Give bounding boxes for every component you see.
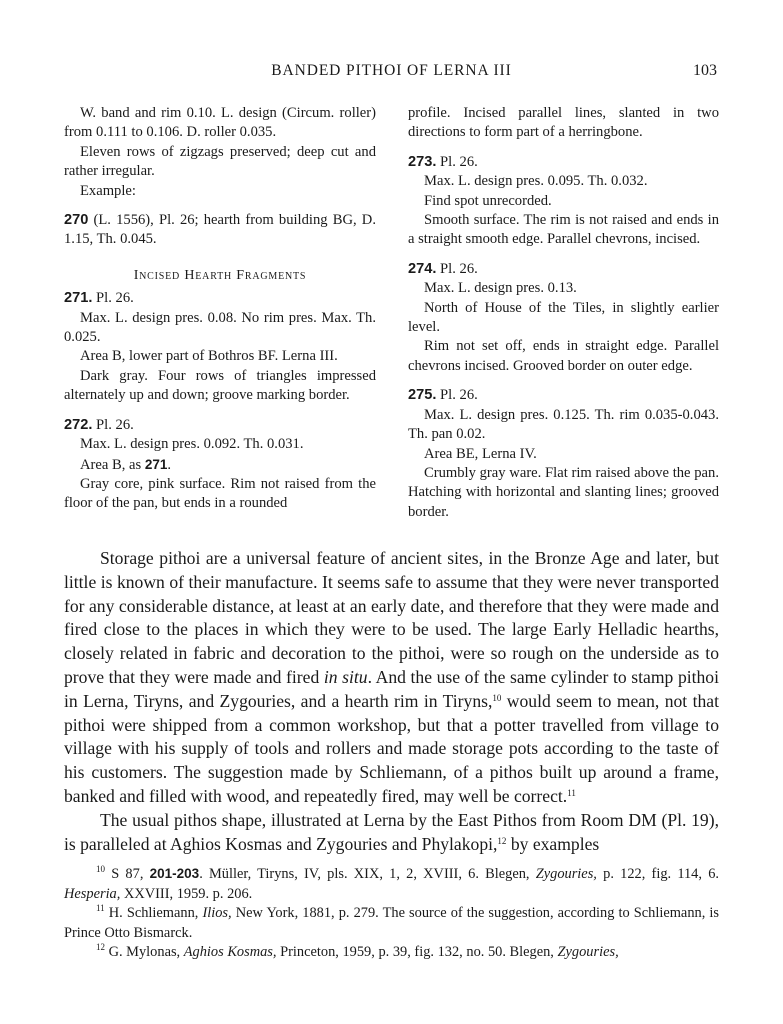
entry-plate: Pl. 26. [436,153,478,170]
body-text-run: Storage pithoi are a universal feature of ancient sites, in the Bronze Age and later, but little is known of their manufacture. It seems safe to assume that they were never transported for any considerable distance, at least at an early date, and therefore that they were made and fired close to the places in which they were to be used. The large Early Helladic hearths, closely related in fabric and decoration to the pithoi, were so rough on the underside as to prove that they were made and fired [64,548,719,687]
entry-line-text: . [167,456,172,473]
footnotes [64,864,719,963]
entry-line: Max. L. design pres. 0.092. Th. 0.031. [80,436,304,453]
catalog-entry-272-heading [64,416,376,435]
body-text-run: . And the use of the same cylinder to stamp pithoi in Lerna, Tiryns, and Zygouries, and a hearth rim in Tiryns, [64,666,719,711]
catalog-entry-275-heading [408,386,719,405]
footnote-text: . Müller, Tiryns, IV, pls. XIX, 1, 2, XVIII, 6. Blegen, [199,866,536,882]
entry-line: Crumbly gray ware. Flat rim raised above the pan. Hatching with horizontal and slanting lines; grooved border. [408,464,719,520]
entry-line: North of House of the Tiles, in slightly earlier level. [408,299,719,336]
footnote-ref-12[interactable]: 12 [497,835,507,846]
body-paragraph [64,547,719,809]
catalog-entry-270 [64,211,376,250]
entry-number: 271. [64,290,93,307]
left-column [64,104,376,514]
section-subheading: Incised Hearth Fragments [133,267,307,283]
body-paragraph [64,809,719,857]
italic-phrase: in situ [323,666,368,687]
entry-line: Area BE, Lerna IV. [424,445,537,462]
entry-line: Max. L. design pres. 0.13. [424,280,577,297]
footnote-text: H. Schliemann, [104,905,203,922]
footnote-text: New York, 1881, p. 279. The source of the suggestion, according to Schliemann, is Prince Otto Bismarck. [64,905,719,941]
footnote-text: S 87, [105,866,150,882]
footnote-mark: 11 [96,903,105,914]
footnote-12 [64,943,719,963]
footnote-italic-title: Zygouries, [535,866,597,882]
entry-number: 272. [64,416,93,433]
entry-number: 274. [408,260,437,277]
footnote-ref-10[interactable]: 10 [492,692,502,703]
footnote-text: Princeton, 1959, p. 39, fig. 132, no. 50. Blegen, [276,944,558,961]
entry-line: Max. L. design pres. 0.095. Th. 0.032. [424,173,648,190]
footnote-text: XXVIII, 1959. p. 206. [120,885,253,902]
footnote-11 [64,904,719,943]
catalog-entry-274-heading [408,260,719,279]
entry-plate: Pl. 26. [92,290,134,307]
entry-plate: Pl. 26. [436,387,478,404]
entry-number: 270 [64,212,89,229]
running-header [0,62,783,84]
footnote-italic-title: Zygouries, [557,944,619,961]
entry-number: 275. [408,387,437,404]
entry-cross-reference: 271 [144,456,168,472]
footnote-text: G. Mylonas, [105,944,184,961]
entry-line-text: Area B, as [80,456,145,473]
body-text-run: by examples [506,833,600,854]
footnote-mark: 10 [96,864,105,874]
page-number: 103 [693,62,717,79]
running-title: BANDED PITHOI OF LERNA III [271,62,512,79]
entry-line: Dark gray. Four rows of triangles impressed alternately up and down; groove marking border. [64,367,376,404]
footnote-italic-title: Aghios Kosmas, [183,944,277,961]
catalog-entry-273-heading [408,153,719,172]
entry-line: Area B, lower part of Bothros BF. Lerna III. [80,348,338,365]
entry-line: Max. L. design pres. 0.125. Th. rim 0.035-0.043. Th. pan 0.02. [408,406,719,443]
entry-number: 273. [408,153,437,170]
entry-plate: Pl. 26. [92,416,134,433]
footnote-ref-11[interactable]: 11 [567,787,576,798]
catalog-continuation-text: Eleven rows of zigzags preserved; deep cut and rather irregular. [64,143,376,180]
catalog-continuation-text: profile. Incised parallel lines, slanted in two directions to form part of a herringbone. [408,105,719,141]
entry-line: Max. L. design pres. 0.08. No rim pres. Max. Th. 0.025. [64,309,376,346]
right-column [408,104,719,522]
entry-plate: Pl. 26. [436,260,478,277]
footnote-italic-title: Hesperia, [64,885,121,902]
entry-line: Rim not set off, ends in straight edge. Parallel chevrons incised. Grooved border on outer edge. [408,338,719,374]
entry-line: Gray core, pink surface. Rim not raised from the floor of the pan, but ends in a rounded [64,475,376,512]
entry-line: Smooth surface. The rim is not raised and ends in a straight smooth edge. Parallel chevrons, incised. [408,212,719,248]
body-text-run: The usual pithos shape, illustrated at Lerna by the East Pithos from Room DM (Pl. 19), is paralleled at Aghios Kosmas and Zygouries and Phylakopi, [64,809,719,854]
footnote-italic-title: Ilios, [202,905,232,922]
entry-line: Find spot unrecorded. [424,192,552,209]
entry-text: (L. 1556), Pl. 26; hearth from building BG, D. 1.15, Th. 0.045. [64,212,376,248]
catalog-entry-271-heading [64,289,376,308]
footnote-bold-ref: 201-203 [149,866,200,881]
catalog-continuation-text: Example: [80,182,136,199]
footnote-mark: 12 [96,942,105,953]
footnote-text: p. 122, fig. 114, 6. [596,866,719,882]
footnote-10 [64,864,719,904]
body-text [64,547,719,856]
catalog-continuation-text: W. band and rim 0.10. L. design (Circum. roller) from 0.111 to 0.106. D. roller 0.035. [64,105,376,141]
entry-line [64,455,376,475]
body-text-run: would seem to mean, not that pithoi were shipped from a common workshop, but that a potter travelled from village to village with his supply of tools and rollers and made storage pots according to the taste of his customers. The suggestion made by Schliemann, of a pithos built up around a frame, banked and filled with wood, and repeatedly fired, may well be correct. [64,690,719,806]
